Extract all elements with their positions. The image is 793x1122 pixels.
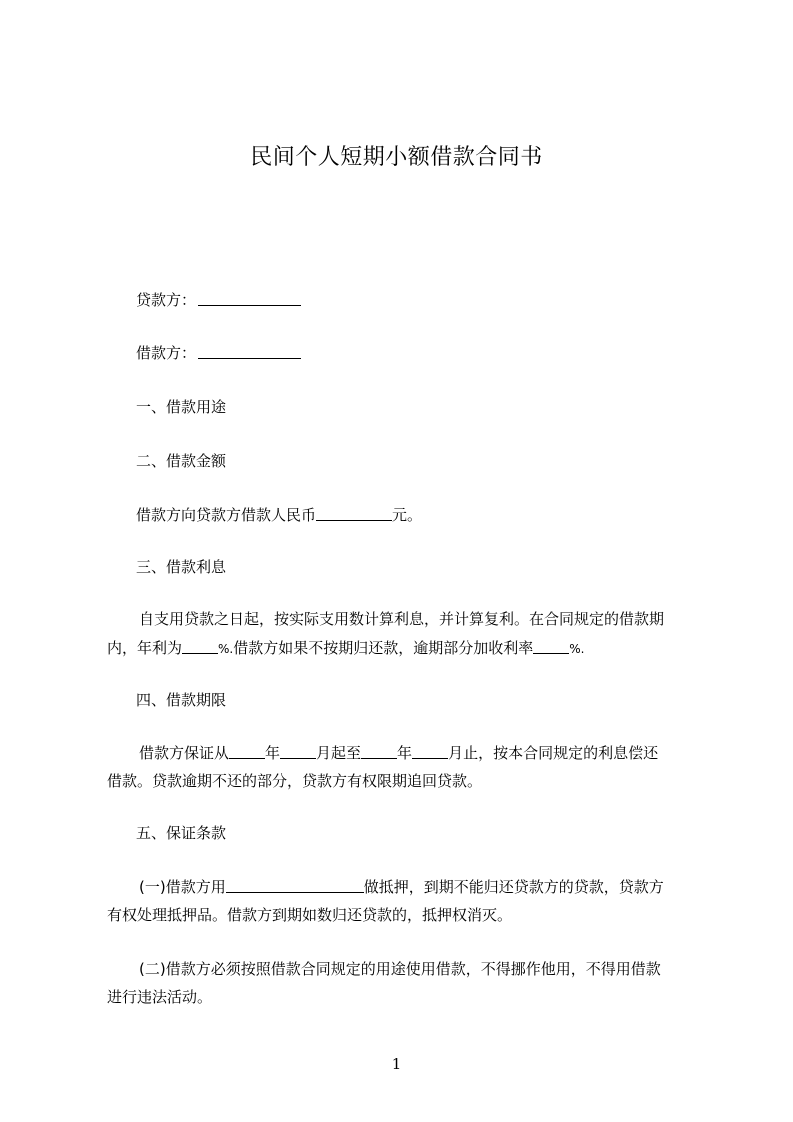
interest-line-2 [107,633,702,664]
start-month-blank[interactable] [280,743,316,759]
term-line-1 [107,738,734,768]
clause-2-line-1: (二)借款方必须按照借款合同规定的用途使用借款，不得挪作他用，不得用借款 [139,960,661,978]
amount-text-post: 元。 [392,506,423,524]
page-number: 1 [391,1055,402,1073]
lender-line [107,285,731,315]
term-line-2: 借款。贷款逾期不还的部分，贷款方有权限期追回贷款。 [107,772,483,790]
section-heading-guarantee: 五、保证条款 [136,824,227,842]
collateral-blank[interactable] [226,877,364,893]
start-year-blank[interactable] [229,743,265,759]
term-year-1: 年 [265,744,281,762]
interest-text-mid: 借款方如果不按期归还款，逾期部分加收利率 [233,639,534,657]
overdue-rate-blank[interactable] [533,638,569,654]
borrower-line [107,338,731,368]
end-year-blank[interactable] [361,743,397,759]
overdue-rate-percent: %. [569,642,585,656]
borrower-blank[interactable] [198,343,301,359]
term-text-pre: 借款方保证从 [139,744,230,762]
annual-rate-blank[interactable] [182,638,218,654]
clause-1-text-pre: (一)借款方用 [139,878,226,896]
term-year-2: 年 [397,744,413,762]
section-heading-interest: 三、借款利息 [136,558,227,576]
lender-label: 贷款方： [136,291,197,309]
document-title: 民间个人短期小额借款合同书 [250,145,543,170]
amount-blank[interactable] [316,505,392,521]
clause-1-line-1 [107,872,734,902]
clause-1-text-post: 做抵押，到期不能归还贷款方的贷款，贷款方 [363,878,664,896]
clause-2-line-2: 进行违法活动。 [107,988,213,1006]
interest-line-1: 自支用贷款之日起，按实际支用数计算利息，并计算复利。在合同规定的借款期 [139,610,665,628]
clause-1-line-2: 有权处理抵押品。借款方到期如数归还贷款的，抵押权消灭。 [107,906,513,924]
interest-text-pre: 内，年利为 [107,639,183,657]
term-month-1: 月起至 [316,744,362,762]
annual-rate-percent: %. [218,642,234,656]
section-heading-amount: 二、借款金额 [136,452,227,470]
section-heading-term: 四、借款期限 [136,691,227,709]
end-month-blank[interactable] [412,743,448,759]
lender-blank[interactable] [198,290,301,306]
term-month-2: 月止，按本合同规定的利息偿还 [448,744,659,762]
amount-paragraph [107,500,731,530]
borrower-label: 借款方： [136,344,197,362]
amount-text-pre: 借款方向贷款方借款人民币 [136,506,317,524]
section-heading-purpose: 一、借款用途 [136,398,227,416]
